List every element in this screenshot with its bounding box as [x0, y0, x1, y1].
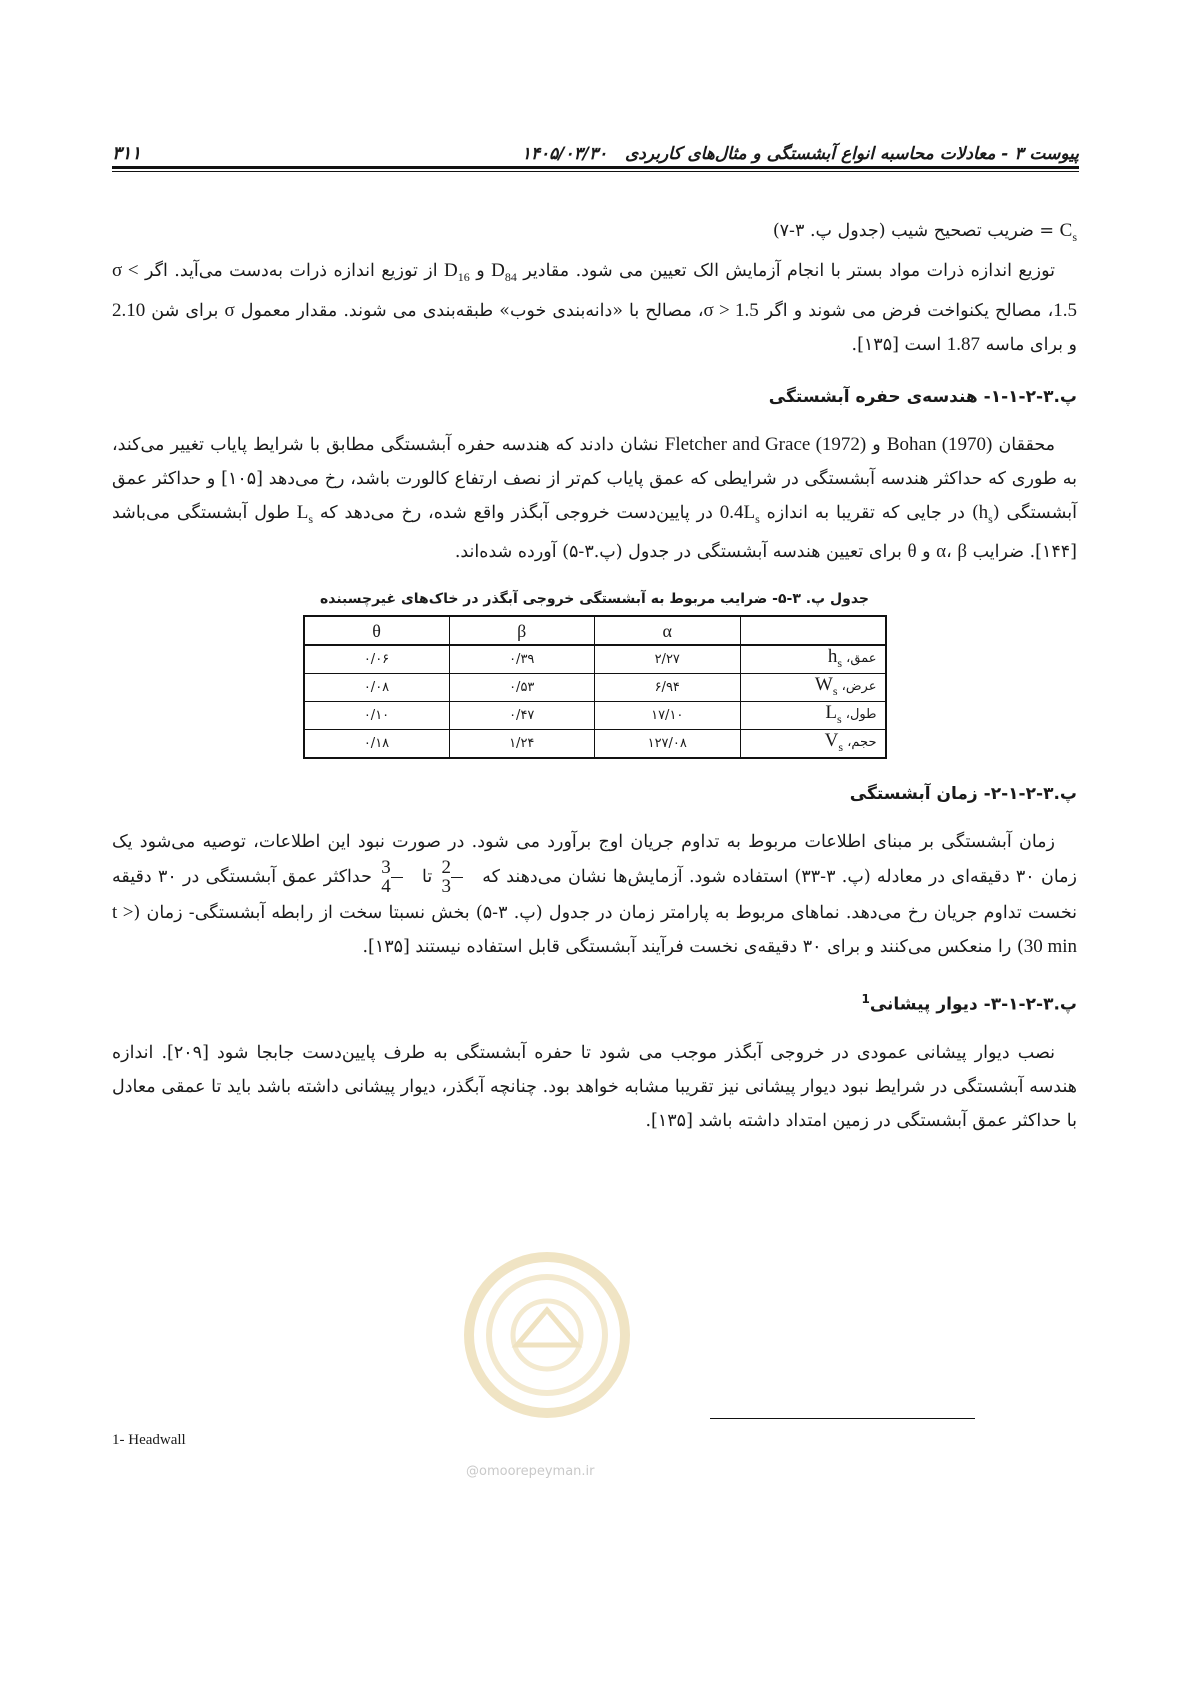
sigma-symbol: σ — [224, 299, 235, 321]
table-row — [304, 645, 886, 674]
ls-symbol: $L_s$ — [296, 501, 314, 526]
ref-bohan: Bohan (1970) — [886, 433, 993, 455]
row-label: عرض، $W_s$ — [740, 674, 886, 702]
section-heading-headwall: پ.۳-۲-۱-۳- دیوار پیشانی$^1$ — [861, 992, 1077, 1016]
cell-alpha: ۱۷/۱۰ — [595, 702, 741, 730]
hs-symbol: $h_s$ — [978, 501, 993, 526]
table-row — [304, 674, 886, 702]
paragraph-scour-time: زمان آبشستگی بر مبنای اطلاعات مربوط به تداوم جریان اوج برآورد می شود. در صورت نبود این اطلاعات، توصیه می‌شود یک زمان ۳۰ دقیقه‌ای در معادله (پ. ۳-۳۳) استفاده شود. آزمایش‌ها نشان می‌دهند که $\frac{2}{3}$ تا $\frac{3}{4}$ حداکثر عمق آبشستگی در ۳۰ دقیقه نخست تداوم جریان رخ می‌دهد. نماهای مربوط به پارامتر زمان در جدول (پ. ۳-۵) بخش نسبتا سخت از رابطه آبشستگی- زمان (t > 30 min) را منعکس می‌کنند و برای ۳۰ دقیقه‌ی نخست فرآیند آبشستگی قابل استفاده نیستند [۱۳۵]. — [112, 832, 1078, 958]
footnote-marker: 1 — [861, 992, 870, 1007]
table-row — [304, 702, 886, 730]
gravel-value: 2.10 — [112, 299, 146, 321]
length-expression: $0.4L_s$ — [719, 501, 760, 526]
paragraph-cs-definition: $C_s$ = ضریب تصحیح شیب (جدول پ. ۳-۷) — [772, 220, 1077, 244]
sigma-condition-1: σ < 1.5 — [112, 259, 1077, 321]
row-label: طول، $L_s$ — [740, 702, 886, 730]
table-header-cell — [740, 616, 886, 645]
table-header-beta: β — [449, 616, 595, 645]
table-header-row — [304, 616, 886, 645]
watermark-text: @omoorepeyman.ir — [466, 1464, 595, 1479]
ref-fletcher-grace: Fletcher and Grace (1972) — [664, 433, 867, 455]
table-header-theta: θ — [304, 616, 450, 645]
table-row — [304, 730, 886, 759]
cell-beta: ۱/۲۴ — [449, 730, 595, 759]
cell-alpha: ۲/۲۷ — [595, 645, 741, 674]
footnote-rule — [710, 1418, 975, 1419]
paragraph-headwall: نصب دیوار پیشانی عمودی در خروجی آبگذر موجب می شود تا حفره آبشستگی به طرف پایین‌دست جابجا شود [۲۰۹]. اندازه هندسه آبشستگی در شرایط نبود دیوار پیشانی نیز تقریبا مشابه خواهد بود. چنانچه آبگذر، دیوار پیشانی داشته باشد باید تا عمقی معادل با حداکثر عمق آبشستگی در زمین امتداد داشته باشد [۱۳۵]. — [112, 1043, 1077, 1132]
cell-theta: ۰/۰۶ — [304, 645, 450, 674]
page-header — [112, 124, 1079, 164]
cell-beta: ۰/۵۳ — [449, 674, 595, 702]
row-label: عمق، $h_s$ — [740, 645, 886, 674]
d16-symbol: $D_{16}$ — [444, 259, 470, 284]
cell-theta: ۰/۱۰ — [304, 702, 450, 730]
cell-theta: ۰/۰۸ — [304, 674, 450, 702]
cell-beta: ۰/۴۷ — [449, 702, 595, 730]
sand-value: 1.87 — [946, 333, 981, 355]
table-caption: جدول پ. ۳-۵- ضرایب مربوط به آبشستگی خروجی آبگذر در خاک‌های غیرچسبنده — [319, 591, 870, 608]
header-date: ۱۴۰۵/۰۳/۳۰ — [521, 144, 608, 164]
cs-symbol: $C_s$ — [1059, 220, 1077, 244]
fraction-two-thirds: $\frac{2}{3}$ — [441, 859, 473, 896]
section-heading-scour-geometry: پ.۳-۲-۱-۱- هندسه‌ی حفره آبشستگی — [768, 386, 1077, 407]
watermark-logo — [462, 1250, 632, 1420]
fraction-three-quarters: $\frac{3}{4}$ — [381, 859, 413, 896]
table-header-alpha: α — [595, 616, 741, 645]
alpha-symbol: α — [936, 541, 947, 563]
coefficients-table — [303, 615, 887, 759]
page-number: ۳۱۱ — [112, 143, 142, 164]
cell-alpha: ۶/۹۴ — [595, 674, 741, 702]
page-body — [112, 214, 1077, 1138]
time-condition: t > 30 min — [112, 902, 1077, 958]
header-rule-thick — [112, 166, 1079, 169]
row-label: حجم، $V_s$ — [740, 730, 886, 759]
theta-symbol: θ — [907, 541, 917, 563]
d84-symbol: $D_{84}$ — [491, 259, 517, 284]
cell-beta: ۰/۳۹ — [449, 645, 595, 674]
cell-theta: ۰/۱۸ — [304, 730, 450, 759]
header-rule-thin — [112, 171, 1079, 172]
section-heading-scour-time: پ.۳-۲-۱-۲- زمان آبشستگی — [849, 784, 1077, 805]
paragraph-grain-distribution: توزیع اندازه ذرات مواد بستر با انجام آزمایش الک تعیین می شود. مقادیر $D_{84}$ و $D_{16}$ از توزیع اندازه ذرات به‌دست می‌آید. اگر σ < 1.5، مصالح یکنواخت فرض می شوند و اگر σ > 1.5، مصالح با «دانه‌بندی خوب» طبقه‌بندی می شوند. مقدار معمول σ برای شن 2.10 و برای ماسه 1.87 است [۱۳۵]. — [112, 259, 1077, 355]
footnote: 1- Headwall — [112, 1432, 186, 1448]
header-title: پیوست ۳ - معادلات محاسبه انواع آبشستگی و مثال‌های کاربردی ۱۴۰۵/۰۳/۳۰ — [521, 144, 1079, 164]
sigma-condition-2: σ > 1.5 — [703, 299, 759, 321]
beta-symbol: β — [957, 541, 968, 563]
paragraph-scour-geometry: محققان Bohan (1970) و Fletcher and Grace (1972) نشان دادند که هندسه حفره آبشستگی مطابق با شرایط پایاب تغییر می‌کند، به طوری که حداکثر هندسه آبشستگی در شرایطی که عمق پایاب کم‌تر از نصف ارتفاع کالورت باشد، رخ می‌دهد [۱۰۵] و حداکثر عمق آبشستگی $(h_s)$ در جایی که تقریبا به اندازه $0.4L_s$ در پایین‌دست خروجی آبگذر واقع شده، رخ می‌دهد که $L_s$ طول آبشستگی می‌باشد [۱۴۴]. ضرایب α، β و θ برای تعیین هندسه آبشستگی در جدول (پ.۳-۵) آورده شده‌اند. — [112, 433, 1077, 563]
cell-alpha: ۱۲۷/۰۸ — [595, 730, 741, 759]
